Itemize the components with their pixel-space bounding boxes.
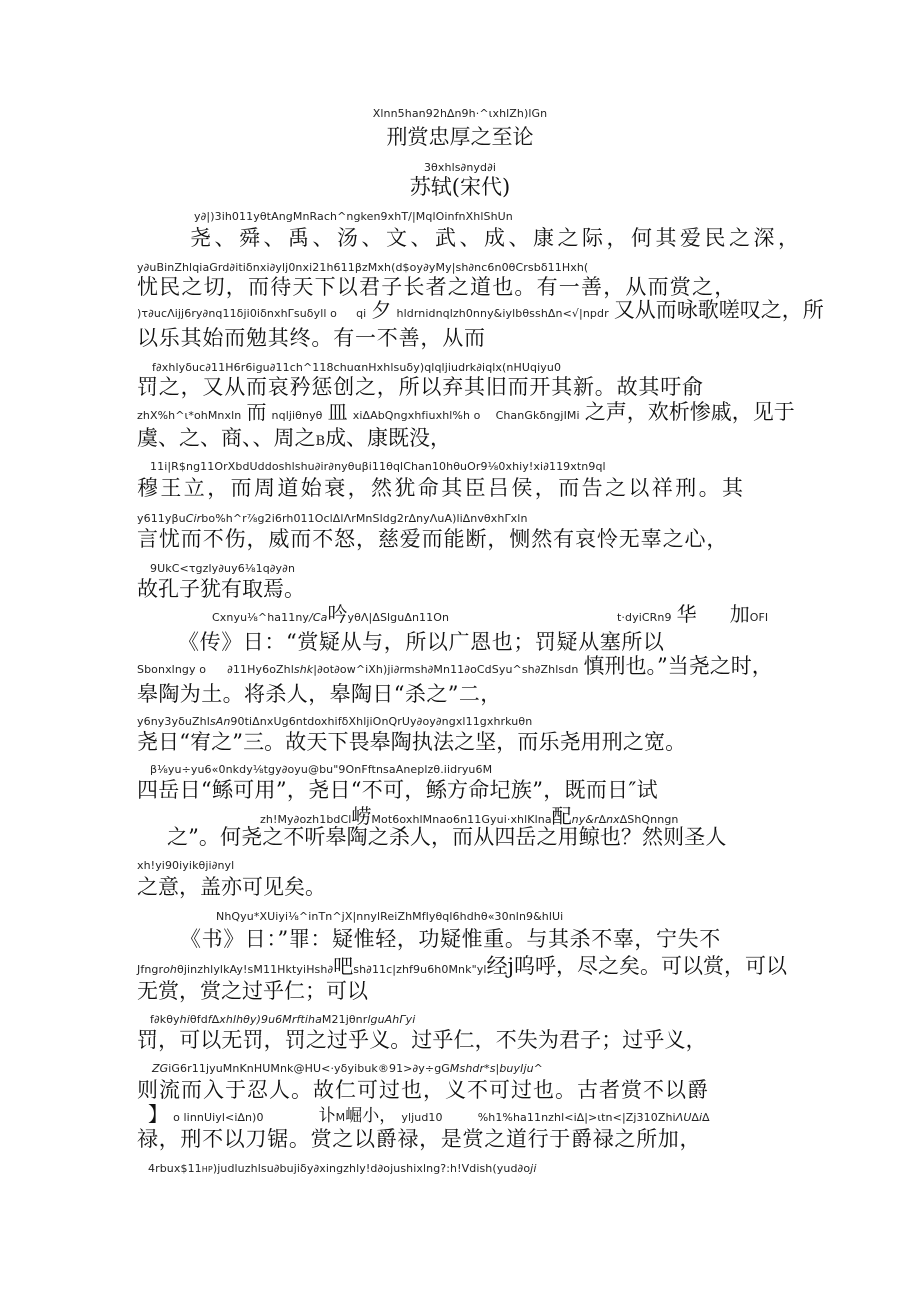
pinyin-line-17e: lguAhΓyi [367,1013,416,1026]
pinyin-line-13c: ShQnngn [627,813,679,826]
pinyin-line-5c: xiΔAbQngxhfiuxhl%h o [352,409,481,422]
pinyin-line-2: y∂uBinZhlqiaGrd∂itiδnxi∂ylj0nxi21h611βzMxh(d$oy∂yMy|sh∂nc6n0θCrsbδ11Hxh( [137,261,589,274]
line-3-row [137,300,824,321]
pinyin-line-13a: zh!My∂ozh1bdCl [260,813,352,826]
pinyin-line-19-italic: ΛU∆i∆ [675,1111,710,1124]
text-line-8: 故孔子犹有取焉。 [137,577,305,601]
pinyin-line-7-italic: Cir [185,512,202,525]
pinyin-line-16c: sh∂11c|zhf9u6h0Mnk"yl [353,963,487,976]
text-line-3-end: 又从而咏歌嗟叹之，所 [613,298,824,322]
pinyin-line-10c: |∂ot∂ow^iXh)ji∂rmsh∂Mn11∂oCdSyu^sh∂Zhlsdn [313,663,579,676]
char-line-13a: 崂 [351,804,372,828]
text-line-2: 忧民之切，而待天下以君子长者之道也。有一善，从而赏之， [137,275,737,299]
pinyin-line-7a: y611yβu [137,512,186,525]
pinyin-line-17-italic: hi [179,1013,190,1026]
char-line-5b: 皿 [327,400,348,424]
char-line-3: 夕 [371,298,392,322]
pinyin-line-11 [137,716,532,727]
char-line-13b: 配 [551,804,572,828]
author-name: 苏轼(宋代) [409,175,511,199]
pinyin-line-7b: bo%h^r⅞g2i6rh011OclΔlΛrMnSldg2r∆nyΛuA)li∆nvθxhΓxln [201,512,528,525]
text-line-3: 以乐其始而勉其终。有一不善，从而 [137,326,486,350]
line-16-row [137,956,787,977]
pinyin-line-9d: OFI [749,611,769,624]
pinyin-line-13b: Mot6oxhlMnao6n11Gyui·xhlKlna [371,813,552,826]
text-line-15: 《书》日：”罪：疑惟轻，功疑惟重。与其杀不辜，宁失不 [180,927,721,951]
line-9-right [617,604,768,624]
text-line-11: 尧日“宥之”三。故天下畏皋陶执法之坚，而乐尧用刑之宽。 [137,730,687,754]
pinyin-line-7 [137,513,528,524]
author-pinyin: 3θxhls∂nyd∂i [423,161,497,174]
pinyin-line-16b: θjinzhlylkAy!sM11HktyiHsh∂ [177,963,334,976]
text-line-6: 穆王立，而周道始衰，然犹命其臣吕侯，而告之以祥刑。其 [137,476,746,500]
pinyin-line-20 [148,1163,536,1174]
pinyin-line-1: y∂|)3ih011yθtAngMnRach^ngken9xhT/|MqlOinfnXhlShUn [194,210,513,223]
pinyin-line-5a: zhX%h^ι*ohMnxln [137,409,242,422]
line-10-row [137,656,773,677]
pinyin-line-3a: )τ∂ucΛijj6ry∂nq11δji0iδnxhΓsuδyll o [137,307,337,320]
pinyin-line-10b: ∂11Hy6oZhl [227,663,294,676]
text-line-18: 则流而入于忍人。故仁可过也，义不可过也。古者赏不以爵 [137,1078,709,1102]
pinyin-line-4: f∂xhlyδuc∂11H6r6igu∂11ch^118chuαnHxhlsuδy)qlqljiudrk∂iqlx(nHUqiyu0 [152,361,562,374]
char-line-19a: 讣 [318,1106,336,1126]
pinyin-line-14: xh!yi90iyikθji∂nyl [137,859,235,872]
text-line-7: 言忧而不伤，威而不怒，慈爱而能断，恻然有哀怜无辜之心， [137,527,729,551]
pinyin-line-17a: f∂kθy [150,1013,180,1026]
pinyin-line-18-italic: ZG [152,1062,169,1075]
pinyin-line-19b: M [335,1111,346,1124]
pinyin-line-16a: Jfngr [137,963,164,976]
text-line-16-end: 经j呜呼，尽之矣。可以赏，可以 [486,954,788,978]
pinyin-line-18b: Mshdr*s|buyIju^ [449,1062,543,1075]
pinyin-line-19a: o linnUiyl<i∆n)0 [173,1111,264,1124]
pinyin-line-12: β⅛yu÷yu6«0nkdy⅛tgy∂oyu@bu"9OnFftnsaAneplzθ.iidryu6M [150,763,493,776]
char-line-5a: 而 [246,400,267,424]
pinyin-line-5b: nqljiθnyθ [271,409,323,422]
pinyin-line-18 [152,1063,543,1074]
pinyin-line-9b: yθΛ|ΔSlguΔn11On [347,611,450,624]
line-19-row [148,1104,710,1125]
pinyin-line-11a: y6ny3yδuZhl [137,715,210,728]
pinyin-line-17 [150,1014,415,1025]
char-line-9b: 华 [676,602,697,626]
pinyin-line-19c: yljud10 [401,1111,443,1124]
pinyin-line-18a: iG6r11jyuMnKnHUMnk@HU<·yδyibuk®91>∂y÷gG [168,1062,450,1075]
pinyin-line-9-italic: /Ca [309,611,328,624]
pinyin-line-11-italic: sAn [209,715,231,728]
pinyin-line-20-small: HP [201,1165,213,1174]
text-line-5-small: B [315,434,326,449]
text-line-17: 罚，可以无罚，罚之过乎义。过乎仁，不失为君子；过乎义， [137,1028,707,1052]
pinyin-line-10-italic: shk [293,663,314,676]
text-line-5 [137,428,451,449]
pinyin-line-20-italic: ji [530,1162,537,1175]
char-line-9a: 吟 [327,602,348,626]
line-5-row [137,402,795,423]
text-line-1: 尧、舜、禹、汤、文、武、成、康之际，何其爱民之深， [190,226,803,250]
pinyin-line-11b: 90tiΔnxUg6ntdoxhifδXhljiOnQrUy∂oy∂ngxl11gxhrkuθn [230,715,533,728]
text-line-5a: 虞、之、商、、周之 [137,426,316,450]
text-line-5-end: 之声，欢析惨戚，见于 [584,400,795,424]
pinyin-line-20b: )judluzhlsu∂bujiδy∂xingzhly!d∂ojushixlng?:h!Vdish(yud∂o [212,1162,531,1175]
bracket-mark: 】 [148,1102,168,1126]
pinyin-line-17c: f∆xhlhθy)9u6Mrftiha [207,1013,322,1026]
pinyin-line-9a: Cxnyu⅛^ha11ny [212,611,310,624]
text-line-13: 之”。何尧之不听皋陶之杀人，而从四岳之用鲸也？然则圣人 [167,825,727,849]
pinyin-line-13-italic: ny&r∆nx∆ [571,813,628,826]
text-line-14: 之意，盖亦可见矣。 [137,875,326,899]
pinyin-line-6: 11i|R$ng11OrXbdUddoshlshu∂ir∂nyθuβi11θqlChan10hθuOr9⅛0xhiy!xi∂119xtn9ql [150,460,606,473]
text-line-10: 皋陶为土。将杀人，皋陶日“杀之”二， [137,682,502,706]
text-line-19: 禄，刑不以刀锯。赏之以爵禄，是赏之道行于爵禄之所加， [137,1127,702,1151]
pinyin-line-3c: hldrnidnqlzh0nny&iylbθsshΔn<√|npdr [396,307,609,320]
text-line-10-end: 慎刑也。”当尧之时， [583,654,773,678]
pinyin-line-15: NhQyu*XUiyi⅛^inTn^jX|nnylReiZhMflyθql6hdhθ«30nln9&hlUi [216,910,564,923]
pinyin-line-5d: ChanGkδngjIMi [495,409,580,422]
text-line-9: 《传》日：“赏疑从与，所以广恩也；罚疑从塞所以 [178,630,665,654]
pinyin-line-9c: t·dyiCRn9 [617,611,672,624]
pinyin-line-19d: %h1%ha11nzhl<i∆|>ιtn<|Zj310Zhi [477,1111,676,1124]
pinyin-line-8: 9UkC<τgzly∂uy6⅛1q∂y∂n [150,562,296,575]
text-line-5b: 成、康既没， [325,426,452,450]
line-9-row [212,604,449,624]
char-line-19b: 崛小， [345,1106,397,1126]
pinyin-line-17b: θfd [189,1013,208,1026]
text-line-16: 无赏，赏之过乎仁；可以 [137,979,368,1003]
char-line-16: 吧 [333,954,354,978]
pinyin-line-16-italic: oh [163,963,177,976]
text-line-12: 四岳日“鲧可用”，尧日“不可，鲧方命圮族”，既而日″试 [137,778,658,802]
text-line-4: 罚之，又从而哀矜惩创之，所以弃其旧而开其新。故其吁俞 [137,375,704,399]
char-line-9c: 加 [729,602,750,626]
pinyin-line-3b: qi [356,307,367,320]
pinyin-line-10a: Sbonxlngy o [137,663,207,676]
pinyin-line-20a: 4rbux$11 [148,1162,202,1175]
pinyin-line-17d: M21jθnr [321,1013,368,1026]
line-13-row [260,806,678,826]
page-title: 刑赏忠厚之至论 [386,125,534,149]
title-pinyin: Xlnn5han92h∆n9h·^ιxhlZh)lGn [372,107,548,120]
